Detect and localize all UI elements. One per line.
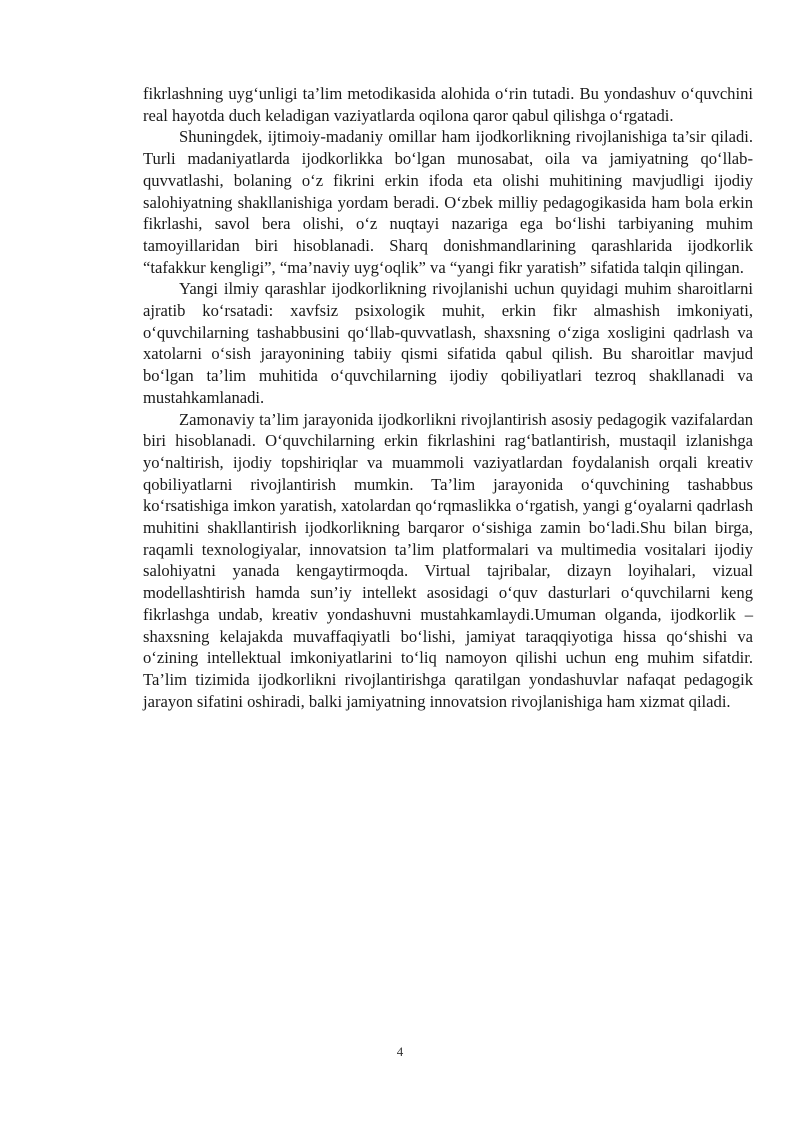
paragraph-1: fikrlashning uyg‘unligi ta’lim metodikasida alohida o‘rin tutadi. Bu yondashuv o‘quvchini real hayotda duch keladigan vaziyatlarda oqilona qaror qabul qilishga o‘rgatadi. [143,84,753,125]
page-number: 4 [396,1044,404,1059]
paragraph-4: Zamonaviy ta’lim jarayonida ijodkorlikni rivojlantirish asosiy pedagogik vazifalardan biri hisoblanadi. O‘quvchilarning erkin fikrlashini rag‘batlantirish, mustaqil izlanishga yo‘naltirish, ijodiy topshiriqlar va muammoli vaziyatlardan foydalanish orqali kreativ qobiliyatlarni rivojlantirish mumkin. Ta’lim jarayonida o‘quvchining tashabbus ko‘rsatishiga imkon yaratish, xatolardan qo‘rqmaslikka o‘rgatish, yangi g‘oyalarni qadrlash muhitini shakllantirish ijodkorlikning barqaror o‘sishiga zamin bo‘ladi.Shu bilan birga, raqamli texnologiyalar, innovatsion ta’lim platformalari va multimedia vositalari ijodiy salohiyatni yanada kengaytirmoqda. Virtual tajribalar, dizayn loyihalari, vizual modellashtirish hamda sun’iy intellekt asosidagi o‘quv dasturlari o‘quvchilarni keng fikrlashga undab, kreativ yondashuvni mustahkamlaydi.Umuman olganda, ijodkorlik – shaxsning kelajakda muvaffaqiyatli bo‘lishi, jamiyat taraqqiyotiga hissa qo‘shishi va o‘zining intellektual imkoniyatlarini to‘liq namoyon qilishi uchun eng muhim sifatdir. Ta’lim tizimida ijodkorlikni rivojlantirishga qaratilgan yondashuvlar nafaqat pedagogik jarayon sifatini oshiradi, balki jamiyatning innovatsion rivojlanishiga ham xizmat qiladi. [143,409,753,711]
paragraph-2: Shuningdek, ijtimoiy-madaniy omillar ham ijodkorlikning rivojlanishiga ta’sir qiladi. Turli madaniyatlarda ijodkorlikka bo‘lgan munosabat, oila va jamiyatning qo‘llab-quvvatlashi, bolaning o‘z fikrini erkin ifoda eta olishi muhitining mavjudligi ijodiy salohiyatning shakllanishiga yordam beradi. O‘zbek milliy pedagogikasida ham bola erkin fikrlashi, savol bera olishi, o‘z nuqtayi nazariga ega bo‘lishi tarbiyaning muhim tamoyillaridan biri hisoblanadi. Sharq donishmandlarining qarashlarida ijodkorlik “tafakkur kengligi”, “ma’naviy uyg‘oqlik” va “yangi fikr yaratish” sifatida talqin qilingan. [143,127,753,277]
document-page [143,83,753,712]
paragraph-3: Yangi ilmiy qarashlar ijodkorlikning rivojlanishi uchun quyidagi muhim sharoitlarni ajratib ko‘rsatadi: xavfsiz psixologik muhit, erkin fikr almashish imkoniyati, o‘quvchilarning tashabbusini qo‘llab-quvvatlash, shaxsning o‘ziga xosligini qadrlash va xatolarni o‘sish jarayonining tabiiy qismi sifatida qabul qilish. Bu sharoitlar mavjud bo‘lgan ta’lim muhitida o‘quvchilarning ijodiy qobiliyatlari tezroq shakllanadi va mustahkamlanadi. [143,279,753,407]
